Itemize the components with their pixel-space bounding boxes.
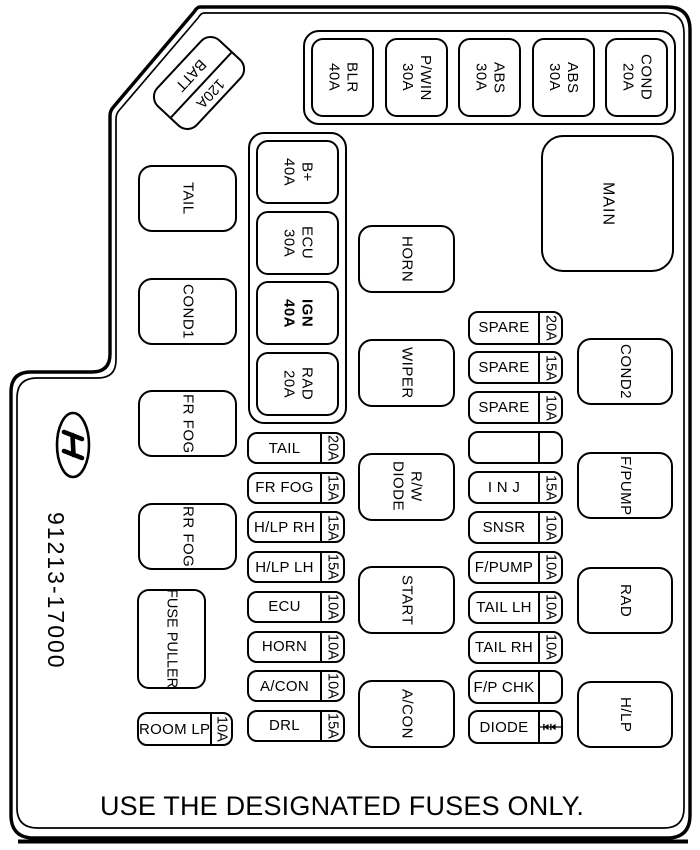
amp-tag: 10A (538, 513, 561, 543)
battery-fuse-group (248, 132, 347, 424)
fuse-puller (137, 589, 206, 689)
relay-box-f-pump: F/PUMP (577, 452, 673, 519)
amp-tag: 10A (320, 672, 343, 700)
batt-label: BATT (171, 55, 210, 95)
fuse-row-spare: SPARE 20A (468, 311, 563, 345)
amp-tag: 15A (538, 473, 561, 503)
relay-box-wiper: WIPER (358, 339, 455, 407)
fuse-row-a-con: A/CON 10A (247, 670, 345, 702)
relay-box-fr-fog: FR FOG (138, 390, 237, 457)
main-label: MAIN (599, 181, 617, 226)
amp-tag: 15A (320, 553, 343, 581)
hyundai-logo-icon (54, 410, 92, 480)
amp-tag: 10A (320, 633, 343, 661)
relay-box-tail: TAIL (138, 165, 237, 232)
fuse-row-horn: HORN 10A (247, 631, 345, 663)
fuse-box-cond: COND 20A (605, 38, 668, 117)
batt-amp: 120A (171, 52, 248, 133)
fuse-row-f-pump: F/PUMP 10A (468, 551, 563, 585)
left-fuse-list (247, 432, 345, 742)
fuse-row-fr-fog: FR FOG 15A (247, 472, 345, 504)
fuse-row-drl: DRL 15A (247, 710, 345, 742)
fuse-row-h-lp-rh: H/LP RH 15A (247, 511, 345, 543)
fuse-row-room-lp (137, 712, 233, 746)
part-number: 91213-17000 (43, 512, 69, 670)
footer-warning-text: USE THE DESIGNATED FUSES ONLY. (99, 791, 585, 821)
room-lp-label: ROOM LP (139, 720, 211, 738)
relay-box-h-lp: H/LP (577, 681, 673, 748)
fuse-box-rad: RAD 20A (256, 352, 339, 416)
fuse-row-ecu: ECU 10A (247, 591, 345, 623)
amp-tag: 10A (538, 593, 561, 623)
amp-tag: 20A (538, 313, 561, 343)
right-fuse-list (468, 311, 563, 744)
amp-tag: 15A (320, 474, 343, 502)
fuse-box-abs: ABS 30A (532, 38, 595, 117)
relay-box-horn: HORN (358, 225, 455, 293)
center-relay-column (358, 225, 455, 748)
relay-box-cond2: COND2 (577, 338, 673, 405)
fuse-row-tail: TAIL 20A (247, 432, 345, 464)
amp-tag: 10A (538, 633, 561, 663)
relay-box-start: START (358, 566, 455, 634)
fuse-row-cell (468, 431, 563, 465)
fuse-row-i-n-j: I N J 15A (468, 471, 563, 505)
right-relay-column (577, 338, 673, 748)
left-relay-column (138, 165, 237, 570)
amp-tag: 10A (320, 593, 343, 621)
relay-box-rr-fog: RR FOG (138, 503, 237, 570)
fuse-row-tail-lh: TAIL LH 10A (468, 591, 563, 625)
fuse-row-f-p-chk: F/P CHK (468, 670, 563, 704)
amp-tag: 10A (538, 553, 561, 583)
relay-box-r-w: R/W DIODE (358, 453, 455, 521)
fuse-box-p-win: P/WIN 30A (385, 38, 448, 117)
fuse-box-b+: B+ 40A (256, 140, 339, 204)
fuse-row-spare: SPARE 15A (468, 351, 563, 385)
fuse-box-ign: IGN 40A (256, 281, 339, 345)
room-lp-amp: 10A (213, 716, 230, 742)
amp-tag (538, 672, 561, 702)
amp-tag: 15A (320, 513, 343, 541)
top-fuse-group (303, 30, 676, 125)
fuse-row-snsr: SNSR 10A (468, 511, 563, 545)
amp-tag (538, 433, 561, 463)
fuse-box-abs: ABS 30A (458, 38, 521, 117)
amp-tag: 15A (320, 712, 343, 740)
fuse-row-h-lp-lh: H/LP LH 15A (247, 551, 345, 583)
amp-tag: 15A (538, 353, 561, 383)
diode-symbol-icon (540, 721, 561, 733)
relay-box-cond1: COND1 (138, 278, 237, 345)
fuse-row-tail-rh: TAIL RH 10A (468, 631, 563, 665)
relay-box-a-con: A/CON (358, 680, 455, 748)
fuse-box-ecu: ECU 30A (256, 211, 339, 275)
amp-tag (538, 712, 561, 742)
fuse-puller-label: FUSE PULLER (163, 589, 180, 689)
relay-box-rad: RAD (577, 567, 673, 634)
amp-tag: 10A (538, 393, 561, 423)
fuse-row-diode: DIODE (468, 710, 563, 744)
amp-tag: 20A (320, 434, 343, 462)
amp-tag (210, 714, 231, 744)
fuse-row-spare: SPARE 10A (468, 391, 563, 425)
fuse-main (541, 135, 674, 272)
fuse-box-blr: BLR 40A (311, 38, 374, 117)
